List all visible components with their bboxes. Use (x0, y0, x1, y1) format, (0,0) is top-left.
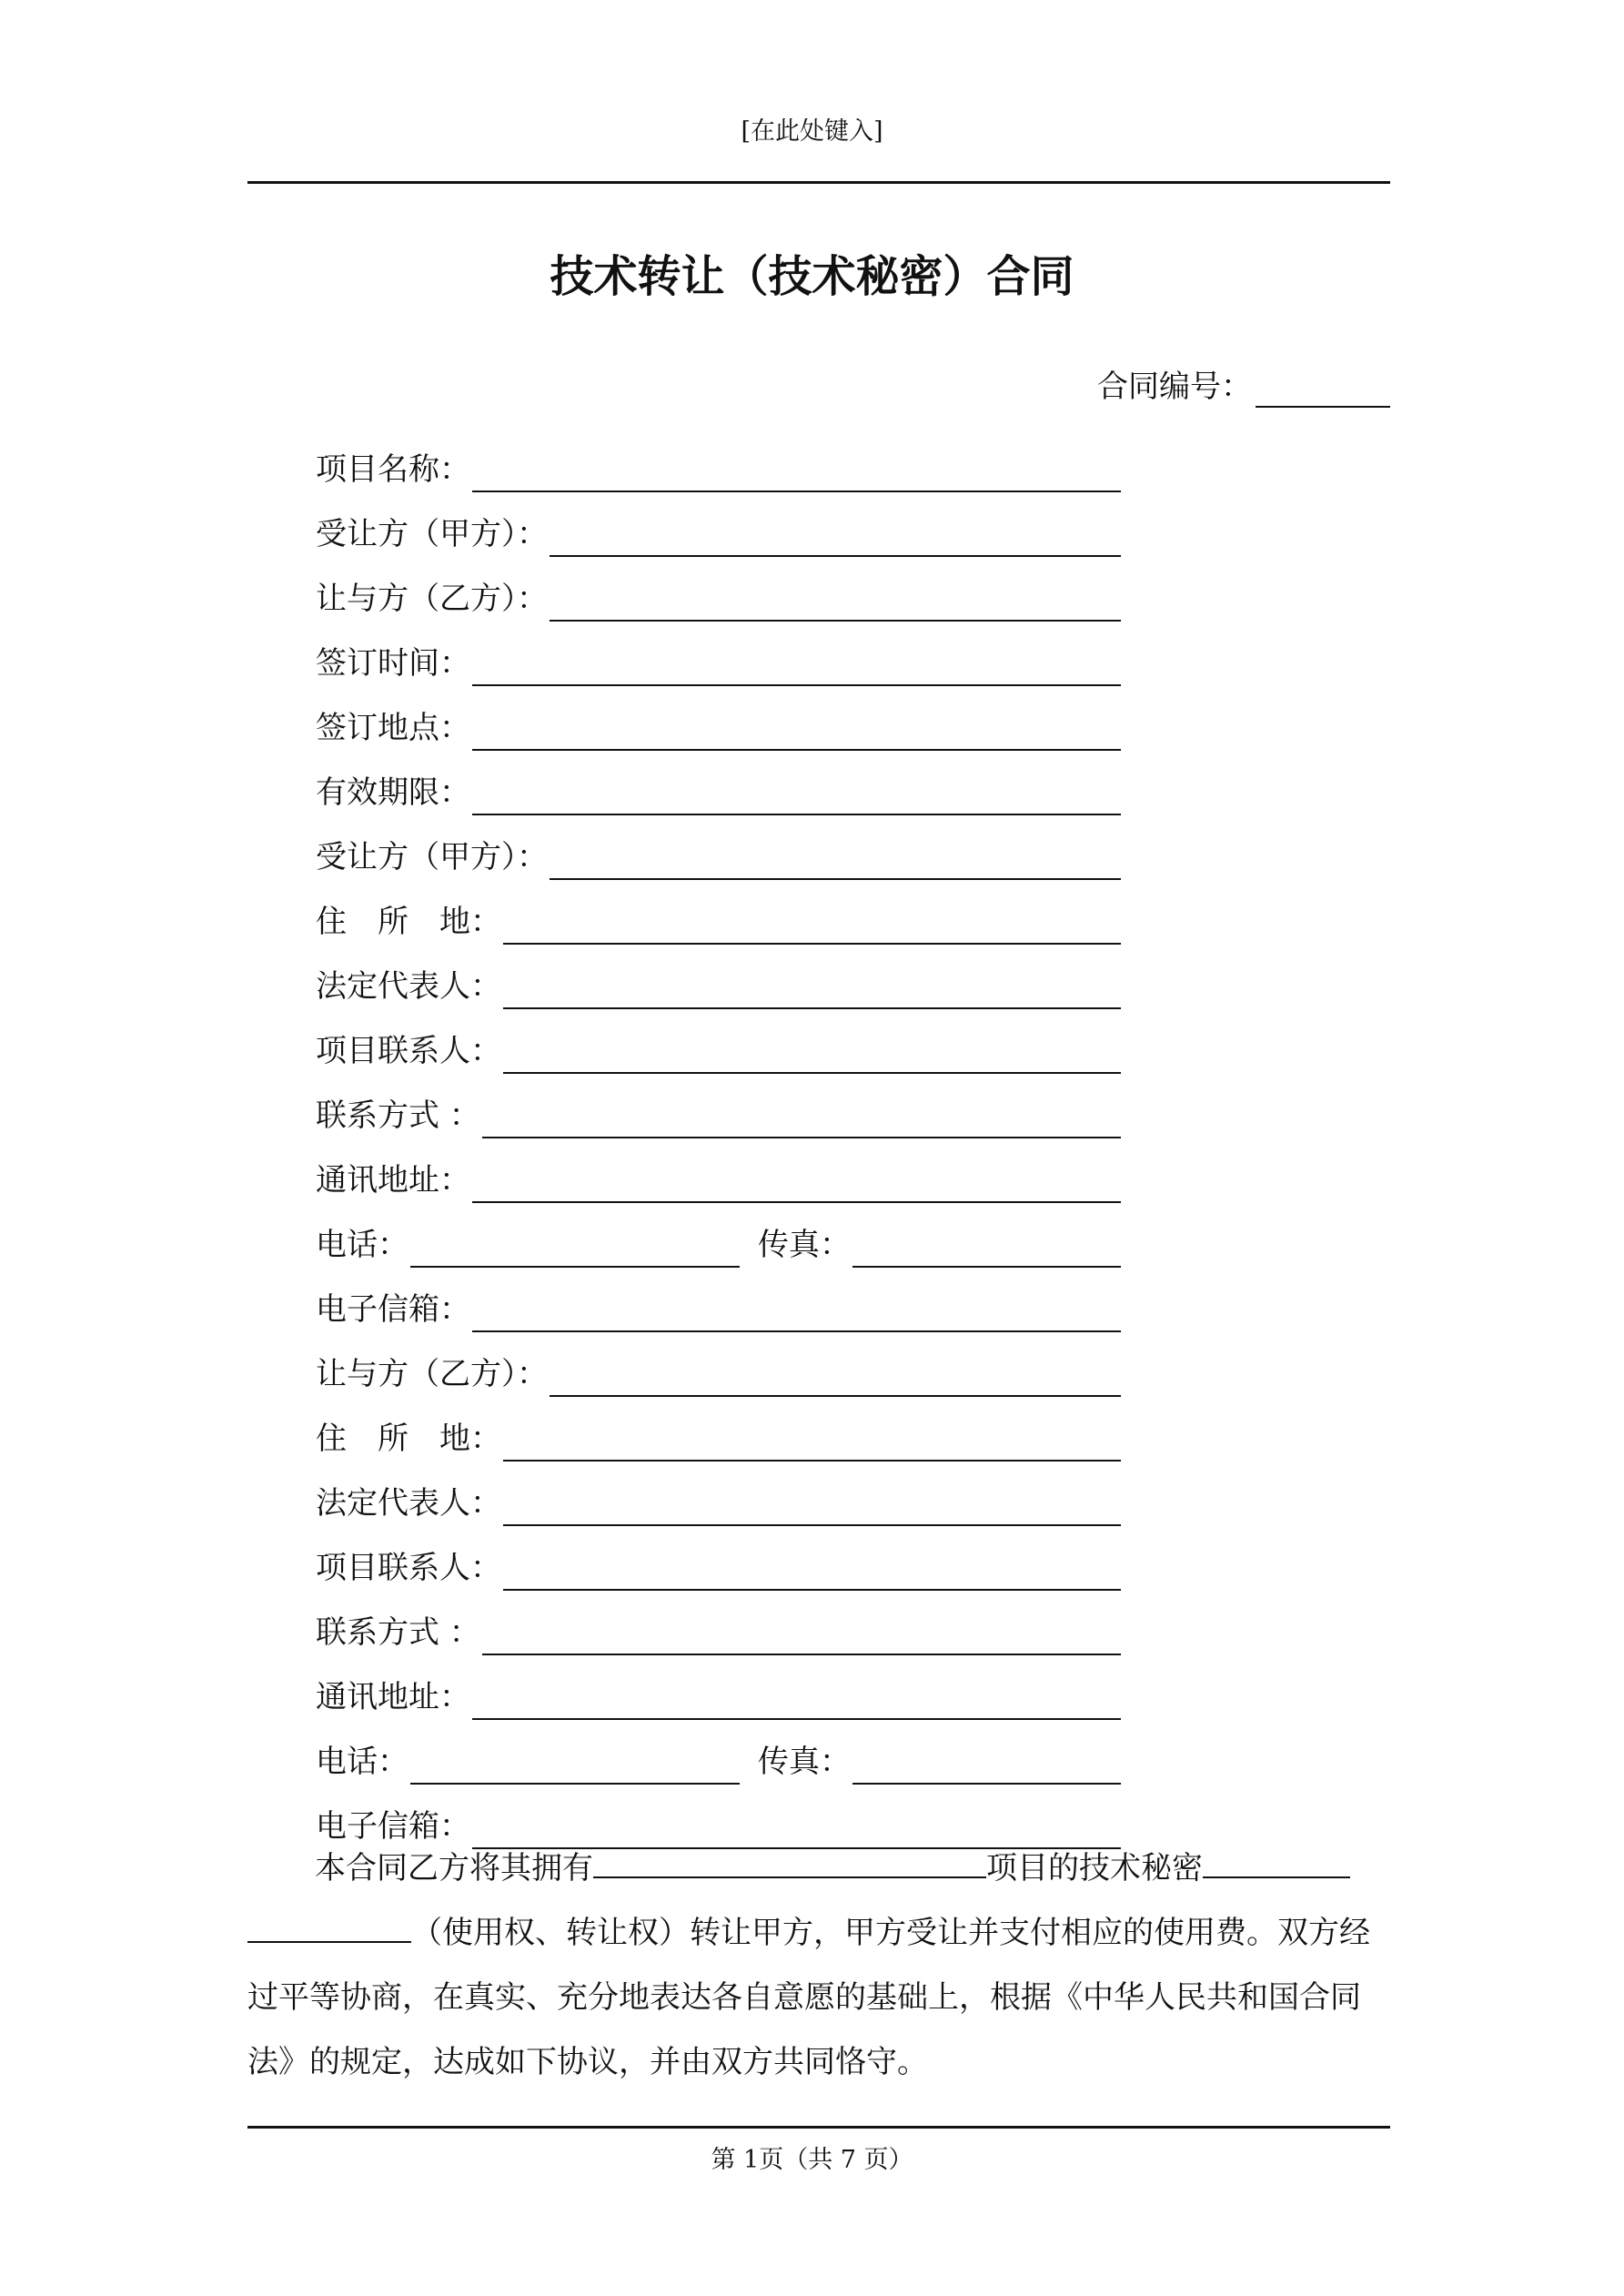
field-label: 法定代表人： (316, 968, 501, 1005)
form-field-row (316, 1397, 1121, 1462)
field-blank-line[interactable] (410, 1745, 740, 1785)
contract-number-row (1097, 366, 1390, 408)
field-blank-line[interactable] (550, 840, 1121, 880)
field-label: 受让方（甲方）： (316, 839, 548, 875)
field-blank-line[interactable] (503, 1034, 1121, 1074)
field-label: 电话： (316, 1744, 409, 1780)
fax-label: 传真： (758, 1744, 851, 1780)
tech-secret-blank-2[interactable] (247, 1907, 411, 1943)
form-field-row (316, 1526, 1121, 1591)
field-blank-line[interactable] (482, 1098, 1121, 1138)
field-blank-line[interactable] (503, 1551, 1121, 1591)
document-title: 技术转让（技术秘密）合同 (550, 251, 1074, 302)
fax-label: 传真： (758, 1227, 851, 1263)
field-label: 住 所 地： (316, 904, 501, 940)
field-label: 联系方式 ： (316, 1614, 480, 1651)
field-blank-line[interactable] (550, 1357, 1121, 1397)
field-label: 通讯地址： (316, 1162, 470, 1199)
field-blank-line[interactable] (472, 711, 1121, 751)
form-field-row (316, 1138, 1121, 1203)
field-label: 法定代表人： (316, 1485, 501, 1522)
field-blank-line[interactable] (410, 1228, 740, 1268)
field-label: 电话： (316, 1227, 409, 1263)
field-blank-line[interactable] (550, 582, 1121, 622)
fax-blank-line[interactable] (852, 1228, 1121, 1268)
form-field-row (316, 492, 1121, 557)
form-field-row (316, 751, 1121, 815)
header-rule (247, 181, 1390, 184)
field-label: 让与方（乙方）： (316, 1356, 548, 1392)
form-field-row (316, 880, 1121, 945)
field-label: 让与方（乙方）： (316, 581, 548, 617)
field-blank-line[interactable] (472, 1163, 1121, 1203)
fax-blank-line[interactable] (852, 1745, 1121, 1785)
field-label: 签订时间： (316, 645, 470, 682)
form-field-row (316, 1009, 1121, 1074)
tech-secret-blank-1[interactable] (1203, 1842, 1350, 1878)
field-label: 项目联系人： (316, 1033, 501, 1069)
contract-intro-paragraph (247, 1836, 1390, 2095)
page-header: [在此处键入] (741, 117, 883, 146)
field-blank-line[interactable] (503, 1486, 1121, 1526)
field-blank-line[interactable] (503, 905, 1121, 945)
field-blank-line[interactable] (482, 1615, 1121, 1655)
form-field-row (316, 1591, 1121, 1655)
form-field-row (316, 557, 1121, 622)
field-label: 有效期限： (316, 774, 470, 811)
field-label: 项目联系人： (316, 1550, 501, 1586)
field-blank-line[interactable] (550, 517, 1121, 557)
field-label: 签订地点： (316, 710, 470, 746)
field-blank-line[interactable] (472, 1292, 1121, 1332)
form-field-row (316, 428, 1121, 492)
form-field-row (316, 1203, 1121, 1268)
form-field-row (316, 1462, 1121, 1526)
form-field-row (316, 1268, 1121, 1332)
field-blank-line[interactable] (503, 1421, 1121, 1462)
field-blank-line[interactable] (503, 969, 1121, 1009)
field-label: 通讯地址： (316, 1679, 470, 1715)
form-field-row (316, 686, 1121, 751)
form-field-row (316, 1655, 1121, 1720)
field-label: 住 所 地： (316, 1421, 501, 1457)
field-label: 电子信箱： (316, 1808, 470, 1845)
field-blank-line[interactable] (472, 775, 1121, 815)
field-blank-line[interactable] (472, 1680, 1121, 1720)
footer-rule (247, 2126, 1390, 2129)
form-field-row (316, 1332, 1121, 1397)
form-field-row (316, 815, 1121, 880)
intro-text-1: 本合同乙方将其拥有 (315, 1850, 593, 1886)
contract-fields (316, 428, 1121, 1849)
field-blank-line[interactable] (472, 646, 1121, 686)
project-blank[interactable] (593, 1842, 986, 1878)
intro-text-2: 项目的技术秘密 (986, 1850, 1203, 1886)
field-label: 受让方（甲方）： (316, 516, 548, 552)
page-footer: 第 1页（共 7 页） (711, 2146, 913, 2174)
contract-number-blank[interactable] (1256, 369, 1390, 408)
form-field-row (316, 622, 1121, 686)
contract-number-label: 合同编号： (1097, 369, 1252, 405)
field-label: 联系方式 ： (316, 1097, 480, 1134)
intro-text-3: （使用权、转让权）转让甲方，甲方受让并支付相应的使用费。双方经过平等协商，在真实、充分地表达各自意愿的基础上，根据《中华人民共和国合同法》的规定，达成如下协议，并由双方共同恪守。 (247, 1915, 1370, 2080)
form-field-row (316, 1074, 1121, 1138)
field-label: 项目名称： (316, 451, 470, 488)
form-field-row (316, 1720, 1121, 1785)
form-field-row (316, 945, 1121, 1009)
field-blank-line[interactable] (472, 452, 1121, 492)
field-label: 电子信箱： (316, 1291, 470, 1328)
